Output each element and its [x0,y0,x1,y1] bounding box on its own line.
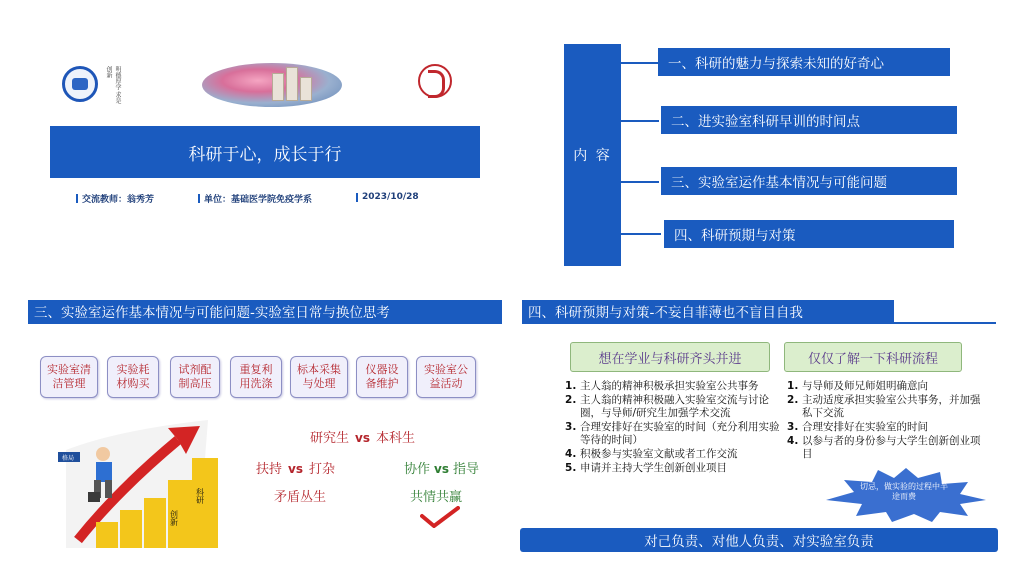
unit-info [198,192,312,205]
left-strategy-list [566,380,780,476]
result-conflict: 矛盾丛生 [274,490,327,505]
pair-student: 研究生 vs 本科生 [310,431,415,446]
tag-lab-cleaning: 实验室清 洁管理 [40,356,98,398]
unit-text: 单位：基础医学院免疫学系 [204,195,313,205]
tag-consumables: 实验耗 材购买 [107,356,159,398]
growth-stairs-illustration [58,410,248,550]
teacher-text: 交流教师：翁秀芳 [82,195,155,205]
tag-washing: 重复利 用洗涤 [230,356,282,398]
university-logo-icon [62,66,98,102]
stairs-tag-label: 格局 [62,455,75,462]
list-item: 1. 与导师及师兄师姐明确意向 [802,380,984,393]
contents-label: 内 容 [564,44,621,266]
section-4-heading: 四、科研预期与对策-不妄自菲薄也不盲目自我 [522,300,894,322]
tag-equipment: 仪器设 备维护 [356,356,408,398]
burst-warning-text: 切忌，做实验的过程中半途而费 [860,482,948,501]
date-text: 2023/10/28 [362,192,419,202]
footer-responsibility-banner: 对己负责、对他人负责、对实验室负责 [520,528,998,552]
tag-specimens: 标本采集 与处理 [290,356,348,398]
toc-item-1[interactable]: 一、科研的魅力与探索未知的好奇心 [658,48,950,76]
stairs-column-label-2: 创新 [169,510,179,526]
result-win-win: 共情共赢 [410,490,463,505]
list-item: 3. 合理安排好在实验室的时间（充分利用实验等待的时间） [580,421,780,447]
motto-text: 明德厚学 求是创新 [105,66,121,104]
date-info [356,192,419,202]
tag-reagents: 试剂配 制高压 [170,356,220,398]
list-item: 2. 主人翁的精神积极融入实验室交流与讨论圈，与导师/研究生加强学术交流 [580,394,780,420]
list-item: 4. 积极参与实验室文献或者工作交流 [580,448,780,461]
right-strategy-list [788,380,984,462]
stairs-column-label-1: 科研 [195,488,205,504]
teacher-info [76,192,154,205]
pair-support: 扶持 vs 打杂 [256,462,335,477]
list-item: 3. 合理安排好在实验室的时间 [802,421,984,434]
toc-item-3[interactable]: 三、实验室运作基本情况与可能问题 [661,167,957,195]
list-item: 5. 申请并主持大学生创新创业项目 [580,462,780,475]
tag-public-welfare: 实验室公 益活动 [416,356,476,398]
slide-title: 科研于心，成长于行 [50,126,480,178]
checkmark-icon [420,506,460,528]
list-item: 4. 以参与者的身份参与大学生创新创业项目 [802,435,984,461]
medical-school-emblem-icon [418,64,452,98]
goal-box-understand-process: 仅仅了解一下科研流程 [784,342,962,372]
campus-photo [202,63,342,107]
section-3-heading: 三、实验室运作基本情况与可能问题-实验室日常与换位思考 [28,300,502,322]
toc-item-2[interactable]: 二、进实验室科研早训的时间点 [661,106,957,134]
toc-item-4[interactable]: 四、科研预期与对策 [664,220,954,248]
school-motto [104,66,132,106]
pair-cooperation: 协作 vs 指导 [404,462,479,477]
list-item: 2. 主动适度承担实验室公共事务，并加强私下交流 [802,394,984,420]
goal-box-academic-research: 想在学业与科研齐头并进 [570,342,770,372]
list-item: 1. 主人翁的精神积极承担实验室公共事务 [580,380,780,393]
